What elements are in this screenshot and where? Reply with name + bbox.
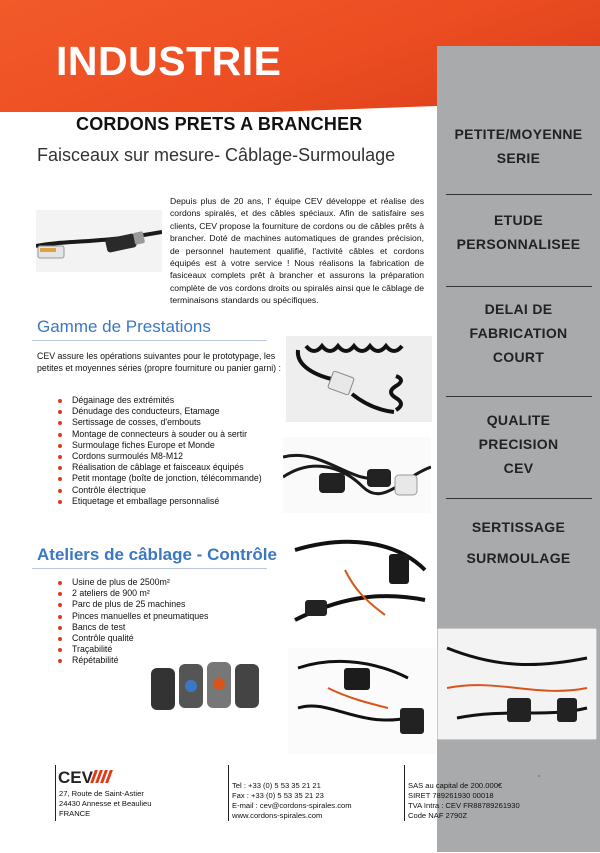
list-item: Montage de connecteurs à souder ou à sertir <box>58 429 262 440</box>
list-item: Surmoulage fiches Europe et Monde <box>58 440 262 451</box>
section-rule <box>32 568 267 569</box>
sidebar-item-serie: PETITE/MOYENNE SERIE <box>454 126 583 166</box>
list-item: Sertissage de cosses, d'embouts <box>58 417 262 428</box>
list-item: Parc de plus de 25 machines <box>58 599 208 610</box>
sidebar-item-qualite: QUALITE PRECISION CEV <box>478 412 559 476</box>
harness-photo-bottom <box>288 648 436 754</box>
list-item: Dénudage des conducteurs, Etamage <box>58 406 262 417</box>
list-item: Contrôle électrique <box>58 485 262 496</box>
footer-divider <box>55 765 56 821</box>
sidebar-item-delai: DELAI DE FABRICATION COURT <box>469 301 568 365</box>
sidebar-divider <box>446 194 592 195</box>
page-title: CORDONS PRETS A BRANCHER <box>76 114 363 134</box>
footer-contact: Tel : +33 (0) 5 53 35 21 21 Fax : +33 (0) 5 53 35 21 23 E-mail : cev@cordons-spirales.com www.cordons-spirales.com <box>232 781 352 820</box>
sidebar-divider <box>446 498 592 499</box>
footer-divider <box>404 765 405 821</box>
list-item: Petit montage (boîte de jonction, télécommande) <box>58 473 262 484</box>
website-link[interactable]: www.cordons-spirales.com <box>232 811 323 820</box>
footer-legal: SAS au capital de 200.000€ SIRET 789261930 00018 TVA Intra : CEV FR88789261930 Code NAF 2790Z <box>408 781 520 820</box>
harness-photo <box>285 530 435 630</box>
list-item: Réalisation de câblage et faisceaux équipés <box>58 462 262 473</box>
cable-photo-straight <box>36 210 162 272</box>
spiral-cord-photo <box>286 336 432 422</box>
footer-address: 27, Route de Saint-Astier 24430 Annesse et Beaulieu FRANCE <box>59 789 152 818</box>
decorative-dot <box>538 775 540 777</box>
section-rule <box>32 340 267 341</box>
list-item: Répétabilité <box>58 655 208 666</box>
list-item: Contrôle qualité <box>58 633 208 644</box>
section-title-prestations: Gamme de Prestations <box>37 317 211 336</box>
footer-divider <box>228 765 229 821</box>
list-item: Traçabilité <box>58 644 208 655</box>
sidebar-item-sertissage: SERTISSAGE SURMOULAGE <box>466 519 571 566</box>
email-link[interactable]: E-mail : cev@cordons-spirales.com <box>232 801 352 810</box>
svg-text:CEV: CEV <box>58 768 93 787</box>
list-item: 2 ateliers de 900 m² <box>58 588 208 599</box>
sidebar-divider <box>446 396 592 397</box>
section-title-ateliers: Ateliers de câblage - Contrôle <box>37 545 277 564</box>
intro-paragraph: Depuis plus de 20 ans, l' équipe CEV développe et réalise des cordons spiralés, et des câbles spéciaux. Afin de satisfaire ses clients, CEV propose la fourniture de cordons ou de câbles prêts à brancher. Doté de machines automatiques de grandes précision, de personnel hautement qualifié, l'activité câbles et cordons équipés est à votre service ! Nous réalisons la fabrication de fasiceaux complets prêt à brancher et assurons la préparation complète de vos cordons droits ou spiralés ainsi que le câblage de terminaisons standards ou spécifiques. <box>170 196 424 306</box>
sidebar-item-etude: ETUDE PERSONNALISEE <box>456 212 581 252</box>
list-item: Pinces manuelles et pneumatiques <box>58 611 208 622</box>
harness-photo-framed <box>437 628 597 740</box>
xlr-connectors-photo <box>145 654 278 716</box>
list-item: Cordons surmoulés M8-M12 <box>58 451 262 462</box>
list-item: Bancs de test <box>58 622 208 633</box>
list-item: Usine de plus de 2500m² <box>58 577 208 588</box>
prestations-list <box>58 395 262 507</box>
page-subtitle: Faisceaux sur mesure- Câblage-Surmoulage <box>37 145 396 165</box>
power-cords-photo <box>283 437 431 513</box>
brand-title: INDUSTRIE <box>56 38 282 84</box>
cev-logo <box>58 767 122 789</box>
sidebar-divider <box>446 286 592 287</box>
prestations-intro: CEV assure les opérations suivantes pour le prototypage, les petites et moyennes séries (propre fourniture ou panier garni) : <box>37 351 281 373</box>
list-item: Etiquetage et emballage personnalisé <box>58 496 262 507</box>
list-item: Dégainage des extrémités <box>58 395 262 406</box>
